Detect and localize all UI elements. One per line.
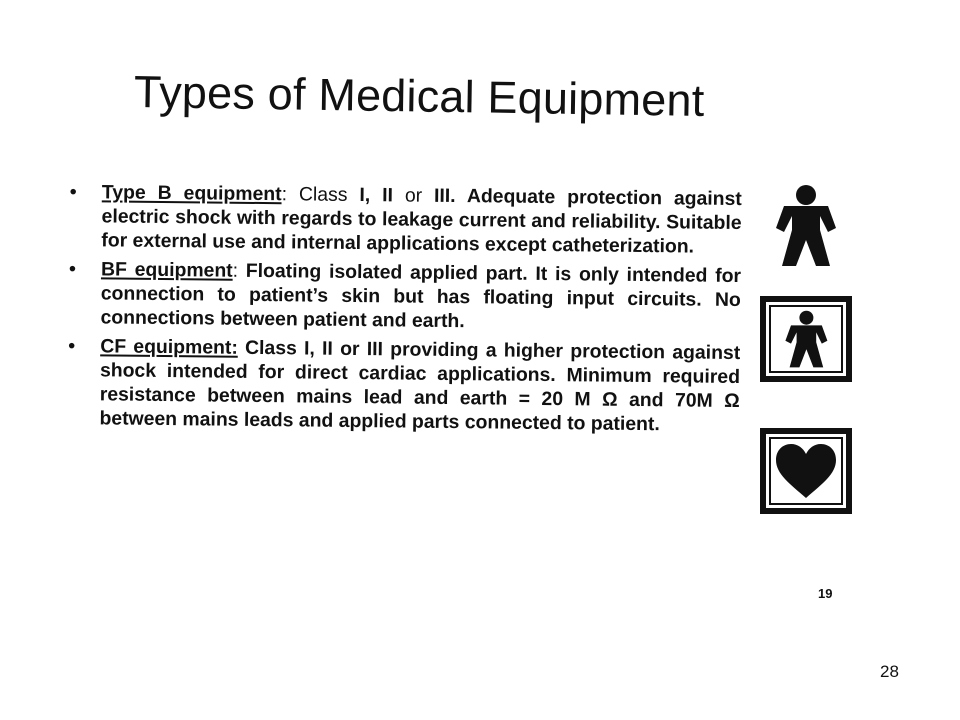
inner-page-number: 19 <box>818 586 833 601</box>
item-text-bold: Adequate protection against electric shock with regards to leakage current and reliability. Suitable for external use and internal applications except catheterization. <box>101 185 742 258</box>
bullet-marker: • <box>68 257 76 281</box>
term-type-b: Type B equipment <box>101 181 282 206</box>
body-figure-in-square-icon <box>760 296 852 382</box>
body-figure-icon <box>774 184 838 268</box>
list-item-cf <box>67 334 740 437</box>
heart-in-square-icon <box>760 428 852 514</box>
slide-title: Types of Medical Equipment <box>133 66 705 126</box>
item-text: or <box>392 184 435 207</box>
slide-number: 28 <box>880 662 899 681</box>
list-item-bf <box>68 257 741 336</box>
term-cf: CF equipment: <box>100 335 238 359</box>
item-text: Class <box>286 183 360 207</box>
list-item-type-b <box>69 180 742 259</box>
bullet-marker: • <box>68 334 76 358</box>
term-colon: : <box>232 259 239 282</box>
term-bf: BF equipment <box>100 258 233 282</box>
item-text-bold: Class I, II or III providing a higher protection against shock intended for direct cardiac applications. Minimum required resistance between mains lead and earth = 20 M Ω and 70M Ω between mains leads and applied parts connected to patient. <box>99 336 741 436</box>
item-text-bold: Floating isolated applied part. It is only intended for connection to patient’s skin but has floating input circuits. No connections between patient and earth. <box>100 259 742 333</box>
bullet-marker: • <box>69 180 77 204</box>
item-text-bold: I, II <box>359 184 394 207</box>
term-colon: : <box>281 183 288 206</box>
item-text-bold: III. <box>433 184 456 208</box>
equipment-type-list <box>67 180 742 442</box>
